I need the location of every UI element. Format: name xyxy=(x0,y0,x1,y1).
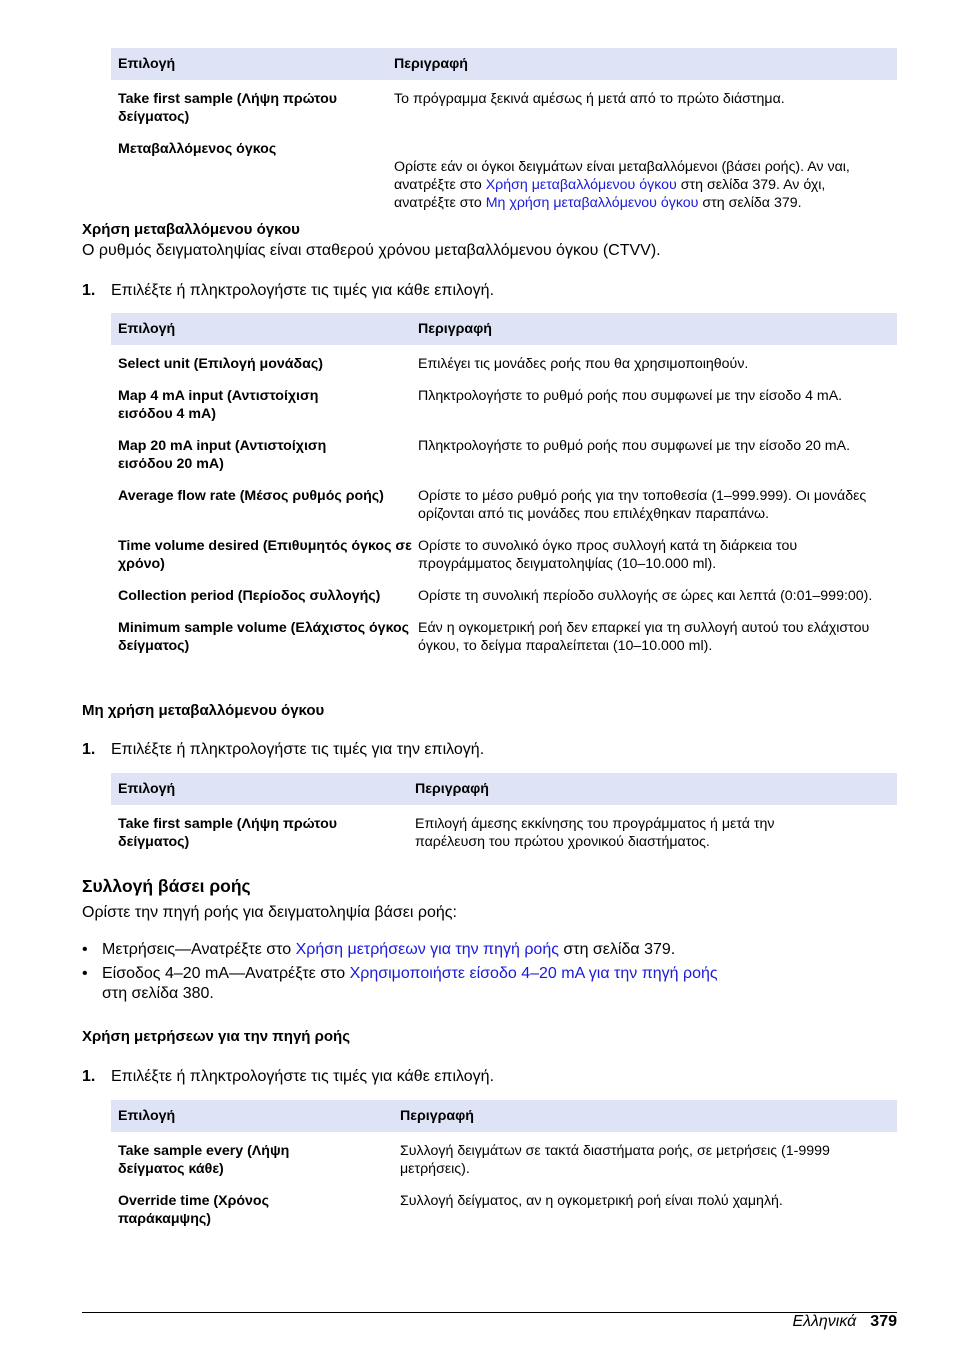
description-cell: Συλλογή δειγμάτων σε τακτά διαστήματα ροής, σε μετρήσεις (1-9999 μετρήσεις). xyxy=(400,1143,830,1177)
table-row xyxy=(111,90,897,126)
description-cell: Ορίστε τη συνολική περίοδο συλλογής σε ώρες και λεπτά (0:01–999:00). xyxy=(418,588,873,604)
table-row xyxy=(111,537,897,573)
header-description: Περιγραφή xyxy=(400,1108,474,1124)
step-item xyxy=(82,741,484,759)
link-variable-volume[interactable]: Χρήση μεταβαλλόμενου όγκου xyxy=(485,177,677,193)
header-option: Επιλογή xyxy=(118,1108,176,1124)
table-row xyxy=(111,437,897,473)
description-cell: Ορίστε το συνολικό όγκο προς συλλογή κατά τη διάρκεια του προγράμματος δειγματοληψίας (10–10.000 ml). xyxy=(418,538,798,572)
table-row xyxy=(111,619,897,655)
description-cell: Συλλογή δείγματος, αν η ογκομετρική ροή είναι πολύ χαμηλή. xyxy=(400,1193,783,1209)
table-row xyxy=(111,140,897,212)
options-table-3 xyxy=(111,773,897,851)
step-text: Επιλέξτε ή πληκτρολογήστε τις τιμές για κάθε επιλογή. xyxy=(111,1068,495,1085)
step-item xyxy=(82,1068,494,1086)
description-cell: Ορίστε το μέσο ρυθμό ροής για την τοποθεσία (1–999.999). Οι μονάδες ορίζονται από τις μονάδες που επιλέχθηκαν παραπάνω. xyxy=(418,488,867,522)
section-title-variable-volume: Χρήση μεταβαλλόμενου όγκου xyxy=(82,221,300,238)
options-table-4 xyxy=(111,1100,897,1228)
footer-divider xyxy=(82,1312,897,1313)
step-text: Επιλέξτε ή πληκτρολογήστε τις τιμές για την επιλογή. xyxy=(111,741,485,758)
option-cell: Take first sample (Λήψη πρώτου δείγματος) xyxy=(118,816,338,850)
step-text: Επιλέξτε ή πληκτρολογήστε τις τιμές για κάθε επιλογή. xyxy=(111,282,495,299)
header-description: Περιγραφή xyxy=(394,56,468,72)
table-header xyxy=(111,48,897,80)
page-footer xyxy=(793,1313,898,1331)
table-row xyxy=(111,355,897,373)
header-description: Περιγραφή xyxy=(418,321,492,337)
option-cell: Override time (Χρόνος παράκαμψης) xyxy=(118,1193,269,1227)
description-text: Ορίστε εάν οι όγκοι δειγμάτων είναι μεταβαλλόμενοι (βάσει ροής). Αν ναι, ανατρέξτε στο xyxy=(394,159,850,193)
link-counts-flow-source[interactable]: Χρήση μετρήσεων για την πηγή ροής xyxy=(295,941,559,958)
section-intro: Ορίστε την πηγή ροής για δειγματοληψία βάσει ροής: xyxy=(82,904,457,921)
description-cell: Εάν η ογκομετρική ροή δεν επαρκεί για τη συλλογή αυτού του ελάχιστου όγκου, το δείγμα παραλείπεται (10–10.000 ml). xyxy=(418,620,870,654)
bullet-item xyxy=(82,964,822,1004)
bullet-dot: • xyxy=(82,965,88,982)
table-row xyxy=(111,587,897,605)
step-number: 1. xyxy=(82,282,96,299)
option-cell: Collection period (Περίοδος συλλογής) xyxy=(118,588,381,604)
description-text: στη σελίδα 379. xyxy=(698,195,802,211)
options-table-1 xyxy=(111,48,897,212)
description-cell: Επιλογή άμεσης εκκίνησης του προγράμματος ή μετά την παρέλευση του πρώτου χρονικού διαστήματος. xyxy=(415,816,775,850)
table-header xyxy=(111,773,897,805)
step-number: 1. xyxy=(82,741,96,758)
option-cell: Map 4 mA input (Αντιστοίχιση εισόδου 4 mA) xyxy=(118,388,319,422)
description-cell: Πληκτρολογήστε το ρυθμό ροής που συμφωνεί με την είσοδο 20 mA. xyxy=(418,438,851,454)
link-no-variable-volume[interactable]: Μη χρήση μεταβαλλόμενου όγκου xyxy=(485,195,699,211)
header-option: Επιλογή xyxy=(118,321,176,337)
bullet-text xyxy=(102,964,718,1004)
table-row xyxy=(111,815,897,851)
table-header xyxy=(111,313,897,345)
options-table-2 xyxy=(111,313,897,655)
header-option: Επιλογή xyxy=(118,56,176,72)
table-row xyxy=(111,487,897,523)
table-row xyxy=(111,1142,897,1178)
option-cell: Map 20 mA input (Αντιστοίχιση εισόδου 20 mA) xyxy=(118,438,327,472)
table-row xyxy=(111,1192,897,1228)
header-option: Επιλογή xyxy=(118,781,176,797)
bullet-text-post: στη σελίδα 379. xyxy=(558,941,676,958)
option-cell: Take sample every (Λήψη δείγματος κάθε) xyxy=(118,1143,290,1177)
description-cell: Πληκτρολογήστε το ρυθμό ροής που συμφωνεί με την είσοδο 4 mA. xyxy=(418,388,843,404)
table-row xyxy=(111,387,897,423)
description-cell: Επιλέγει τις μονάδες ροής που θα χρησιμοποιηθούν. xyxy=(418,356,749,372)
option-cell: Μεταβαλλόμενος όγκος xyxy=(118,141,277,157)
bullet-item xyxy=(82,940,675,960)
option-cell: Average flow rate (Μέσος ρυθμός ροής) xyxy=(118,488,384,504)
footer-language: Ελληνικά xyxy=(792,1313,857,1330)
bullet-text-pre: Είσοδος 4–20 mA—Ανατρέξτε στο xyxy=(102,965,350,982)
table-header xyxy=(111,1100,897,1132)
header-description: Περιγραφή xyxy=(415,781,489,797)
option-cell: Take first sample (Λήψη πρώτου δείγματος) xyxy=(118,91,338,125)
link-4-20ma-flow-source[interactable]: Χρησιμοποιήστε είσοδο 4–20 mA για την πηγή ροής xyxy=(349,965,718,982)
section-intro: Ο ρυθμός δειγματοληψίας είναι σταθερού χρόνου μεταβαλλόμενου όγκου (CTVV). xyxy=(82,242,661,259)
description-cell xyxy=(394,140,897,212)
description-text: στη σελίδα 379. Αν όχι, ανατρέξτε στο xyxy=(394,177,826,211)
section-title-no-variable-volume: Μη χρήση μεταβαλλόμενου όγκου xyxy=(82,702,325,719)
page-number: 379 xyxy=(870,1313,897,1330)
section-title-counts: Χρήση μετρήσεων για την πηγή ροής xyxy=(82,1028,351,1045)
step-item xyxy=(82,282,494,300)
bullet-text-post: στη σελίδα 380. xyxy=(102,985,214,1002)
bullet-text xyxy=(102,940,675,960)
option-cell: Minimum sample volume (Ελάχιστος όγκος δείγματος) xyxy=(118,620,410,654)
option-cell: Time volume desired (Επιθυμητός όγκος σε χρόνο) xyxy=(118,538,412,572)
section-title-flow-collection: Συλλογή βάσει ροής xyxy=(82,876,251,896)
step-number: 1. xyxy=(82,1068,96,1085)
bullet-text-pre: Μετρήσεις—Ανατρέξτε στο xyxy=(102,941,296,958)
option-cell: Select unit (Επιλογή μονάδας) xyxy=(118,356,323,372)
description-cell: Το πρόγραμμα ξεκινά αμέσως ή μετά από το πρώτο διάστημα. xyxy=(394,91,785,107)
bullet-dot: • xyxy=(82,941,88,958)
